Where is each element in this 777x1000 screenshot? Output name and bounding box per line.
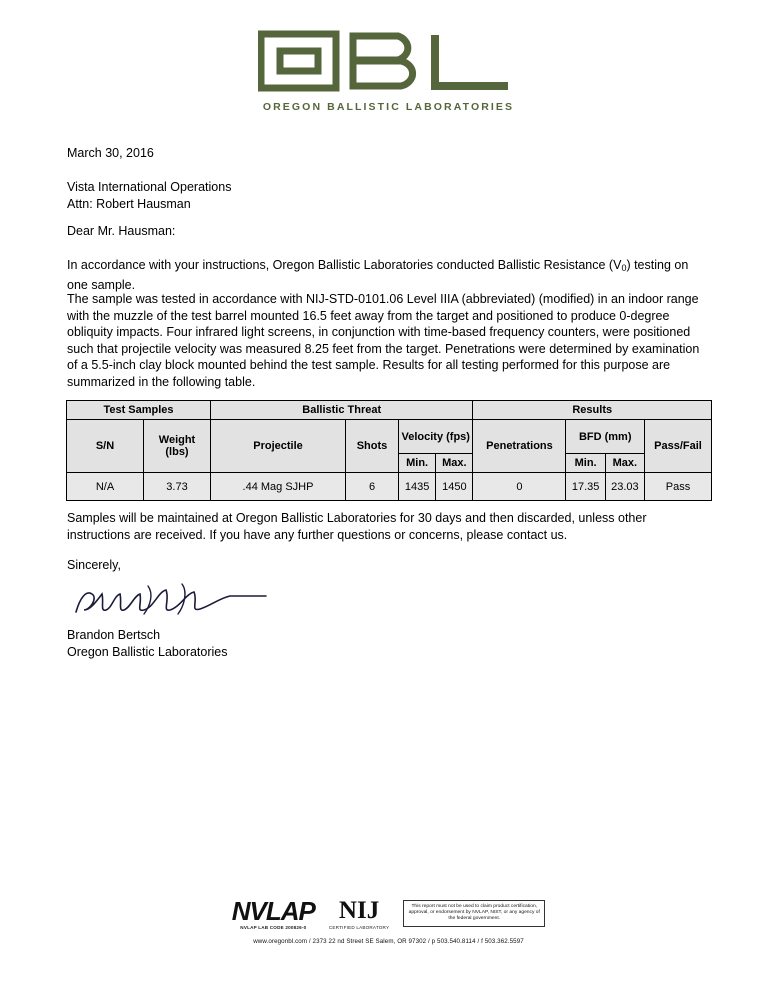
header-weight-line2: (lbs) — [165, 446, 189, 458]
signature-image — [70, 580, 280, 624]
cell-penetrations: 0 — [473, 473, 566, 501]
letter-date: March 30, 2016 — [67, 146, 154, 160]
salutation: Dear Mr. Hausman: — [67, 224, 176, 238]
recipient-block — [67, 179, 231, 213]
recipient-attn: Attn: Robert Hausman — [67, 197, 191, 211]
nij-logo — [329, 898, 389, 930]
cell-velocity-min: 1435 — [399, 473, 436, 501]
cell-projectile: .44 Mag SJHP — [211, 473, 346, 501]
cell-bfd-min: 17.35 — [566, 473, 605, 501]
paragraph-one — [67, 257, 712, 293]
results-table — [66, 400, 712, 501]
results-table-body — [67, 473, 712, 501]
logo-subtitle: OREGON BALLISTIC LABORATORIES — [262, 101, 515, 113]
paragraph-one-part-a: In accordance with your instructions, Oregon Ballistic Laboratories conducted Ballistic Resistance (V — [67, 258, 622, 272]
header-bfd: BFD (mm) — [566, 420, 645, 454]
header-bfd-min: Min. — [566, 454, 605, 473]
nvlap-logo — [232, 898, 315, 930]
results-table-wrapper — [66, 400, 712, 501]
paragraph-two: The sample was tested in accordance with NIJ-STD-0101.06 Level IIIA (abbreviated) (modified) in an indoor range with the muzzle of the test barrel mounted 16.5 feet away from the target and positioned to produce 0-degree obliquity impacts. Four infrared light screens, in conjunction with time-based frequency counters, were positioned such that projectile velocity was measured 8.25 feet from the target. Penetrations were determined by examination of a 5.5-inch clay block mounted behind the test sample. Results for all testing performed for this purpose are summarized in the following table. — [67, 292, 700, 389]
company-logo — [0, 30, 777, 113]
signer-name: Brandon Bertsch — [67, 628, 161, 642]
paragraph-three: Samples will be maintained at Oregon Ballistic Laboratories for 30 days and then discarded, unless other instructions are received. If you have any further questions or concerns, please contact us. — [67, 511, 647, 542]
signature-block — [67, 627, 228, 661]
header-projectile: Projectile — [211, 420, 346, 473]
header-results: Results — [473, 401, 712, 420]
header-penetrations: Penetrations — [473, 420, 566, 473]
nij-code: CERTIFIED LABORATORY — [328, 925, 390, 930]
obl-logo-icon — [258, 30, 520, 96]
cell-bfd-max: 23.03 — [605, 473, 644, 501]
table-row — [67, 473, 712, 501]
footer-address: www.oregonbl.com / 2373 22 nd Street SE Salem, OR 97302 / p 503.540.8114 / f 503.362.5597 — [253, 938, 524, 945]
footer-marks — [0, 898, 777, 930]
nvlap-text: NVLAP — [231, 896, 315, 926]
results-table-head — [67, 401, 712, 473]
nij-text: NIJ — [338, 897, 380, 924]
v-zero-subscript: 0 — [621, 263, 627, 273]
header-weight-line1: Weight — [158, 434, 196, 446]
header-shots: Shots — [346, 420, 399, 473]
recipient-company: Vista International Operations — [67, 180, 232, 194]
nvlap-code: NVLAP LAB CODE 200826-0 — [240, 925, 307, 930]
cell-pass-fail: Pass — [645, 473, 712, 501]
header-weight — [144, 420, 211, 473]
cell-shots: 6 — [346, 473, 399, 501]
table-subheader-row — [67, 420, 712, 454]
header-bfd-max: Max. — [605, 454, 644, 473]
header-velocity-max: Max. — [436, 454, 473, 473]
header-sn: S/N — [67, 420, 144, 473]
footer-disclaimer: This report must not be used to claim product certification, approval, or endorsement by NVLAP, NIST, or any agency of the federal government. — [403, 900, 545, 927]
table-group-header-row — [67, 401, 712, 420]
header-velocity-min: Min. — [399, 454, 436, 473]
header-velocity: Velocity (fps) — [399, 420, 473, 454]
cell-weight: 3.73 — [144, 473, 211, 501]
paragraph-one-part-b: ) testing on one sample. — [67, 258, 689, 292]
cell-sn: N/A — [67, 473, 144, 501]
header-test-samples: Test Samples — [67, 401, 211, 420]
page-footer — [0, 898, 777, 945]
header-pass-fail: Pass/Fail — [645, 420, 712, 473]
closing-line: Sincerely, — [67, 558, 121, 572]
header-ballistic-threat: Ballistic Threat — [211, 401, 473, 420]
cell-velocity-max: 1450 — [436, 473, 473, 501]
signer-company: Oregon Ballistic Laboratories — [67, 645, 228, 659]
